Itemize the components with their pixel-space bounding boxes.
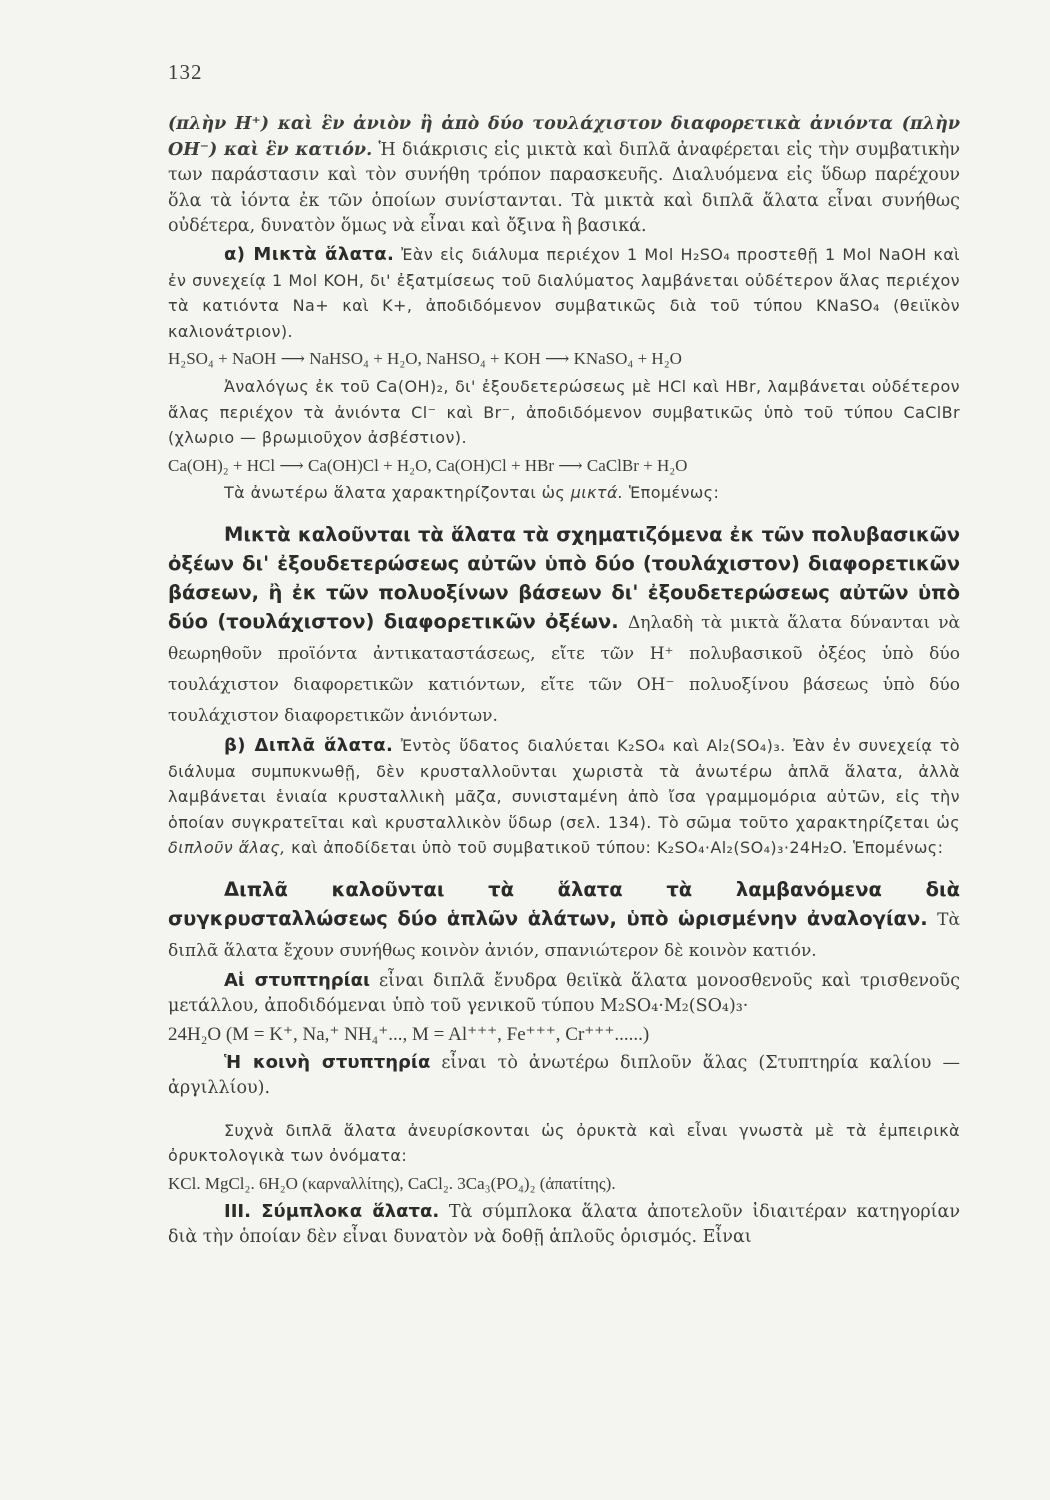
therefore-text-a: Τὰ ἀνωτέρω ἅλατα χαρακτηρίζονται ὡς: [224, 483, 566, 503]
double-salts-text-2: καὶ ἀποδίδεται ὑπὸ τοῦ συμβατικοῦ τύπου: K₂SO₄·Al₂(SO₄)₃·24H₂O. Ἑπομένως:: [291, 838, 944, 858]
definition-mixed-bold: Μικτὰ καλοῦνται τὰ ἅλατα τὰ σχηματιζόμενα ἐκ τῶν πολυβασικῶν ὀξέων δι' ἐξουδετερώσεως αὐτῶν ὑπὸ δύο (τουλάχιστον) διαφορετικῶν βάσεων, ἢ ἐκ τῶν πολυοξίνων βάσεων δι' ἐξουδετερώσεως αὐτῶν ὑπὸ δύο (τουλάχιστον) διαφορετικῶν ὀξέων.: [168, 522, 960, 633]
alums-heading: Αἱ στυπτηρίαι: [224, 969, 371, 991]
section-heading-complex-salts: III. Σύμπλοκα ἅλατα.: [224, 1200, 440, 1222]
page-number: 132: [168, 60, 203, 84]
spacer: [168, 1104, 960, 1118]
minerals-text: Συχνὰ διπλᾶ ἅλατα ἀνευρίσκονται ὡς ὀρυκτὰ καὶ εἶναι γνωστὰ μὲ τὰ ἐμπειρικὰ ὀρυκτολογικὰ των ὀνόματα:: [168, 1120, 960, 1166]
minerals-list: KCl. MgCl₂. 6H₂O (καρναλλίτης), CaCl₂. 3Ca₃(PO₄)₂ (ἀπατίτης).: [168, 1174, 616, 1194]
therefore-text-b: Ἑπομένως:: [628, 483, 720, 503]
paragraph-alums: [168, 968, 960, 1020]
complex-salts-text: Τὰ σύμπλοκα ἅλατα ἀποτελοῦν ἰδιαιτέραν κατηγορίαν διὰ τὴν ὁποίαν δὲν εἶναι δυνατὸν νὰ δοθῇ ἁπλοῦς ὁρισμός. Εἶναι: [168, 1201, 960, 1248]
paragraph-minerals: [168, 1118, 960, 1169]
paragraph-double-salts: [168, 733, 960, 861]
paragraph-common-alum: [168, 1050, 960, 1102]
double-salts-italic: διπλοῦν ἅλας,: [168, 838, 286, 858]
definition-double-tail: Τὰ διπλᾶ ἅλατα ἔχουν συνήθως κοινὸν ἀνιόν, σπανιώτερον δὲ κοινὸν κατιόν.: [168, 909, 960, 961]
paragraph-intro: [168, 112, 960, 240]
section-heading-mixed-salts: α) Μικτὰ ἅλατα.: [224, 243, 395, 265]
intro-lead: (πλὴν H⁺) καὶ ἓν ἀνιὸν ἢ ἀπὸ δύο τουλάχιστον διαφορετικὰ ἀνιόντα (πλὴν OH⁻) καὶ ἓν κατιόν.: [168, 114, 960, 160]
analogous-text: Ἀναλόγως ἐκ τοῦ Ca(OH)₂, δι' ἐξουδετερώσεως μὲ HCl καὶ HBr, λαμβάνεται οὐδέτερον ἅλας περιέχον τὰ ἀνιόντα Cl⁻ καὶ Br⁻, ἀποδιδόμενον συμβατικῶς ὑπὸ τοῦ τύπου CaClBr (χλωριο — βρωμιοῦχον ἀσβέστιον).: [168, 376, 960, 448]
definition-mixed-salts: [168, 520, 960, 731]
alums-text: εἶναι διπλᾶ ἔνυδρα θειϊκὰ ἅλατα μονοσθενοῦς καὶ τρισθενοῦς μετάλλου, ἀποδιδόμεναι ὑπὸ τοῦ γενικοῦ τύπου M₂SO₄·M₂(SO₄)₃·: [168, 970, 960, 1017]
definition-mixed-tail: Δηλαδὴ τὰ μικτὰ ἅλατα δύνανται νὰ θεωρηθοῦν προϊόντα ἀντικαταστάσεως, εἴτε τῶν H⁺ πολυβασικοῦ ὀξέος ὑπὸ δύο τουλάχιστον διαφορετικῶν κατιόντων, εἴτε τῶν OH⁻ πολυοξίνου βάσεως ὑπὸ δύο τουλάχιστον διαφορετικῶν ἀνιόντων.: [168, 612, 961, 726]
paragraph-analogous: [168, 374, 960, 451]
double-salts-text: Ἐντὸς ὕδατος διαλύεται K₂SO₄ καὶ Al₂(SO₄)₃. Ἐὰν ἐν συνεχείᾳ τὸ διάλυμα συμπυκνωθῇ, δὲν κρυσταλλοῦνται χωριστὰ τὰ ἀνωτέρω ἁπλᾶ ἅλατα, ἀλλὰ λαμβάνεται ἑνιαία κρυσταλλικὴ μᾶζα, συνισταμένη ἀπὸ ἴσα γραμμομόρια αὐτῶν, εἰς τὴν ὁποίαν συγκρατεῖται καὶ κρυσταλλικὸν ὕδωρ (σελ. 134). Τὸ σῶμα τοῦτο χαρακτηρίζεται ὡς: [168, 735, 960, 832]
definition-double-bold: Διπλᾶ καλοῦνται τὰ ἅλατα τὰ λαμβανόμενα διὰ συγκρυσταλλώσεως δύο ἁπλῶν ἁλάτων, ὑπὸ ὡρισμένην ἀναλογίαν.: [168, 877, 960, 930]
common-alum-heading: Ἡ κοινὴ στυπτηρία: [224, 1051, 431, 1073]
therefore-italic: μικτά.: [570, 483, 624, 503]
mixed-salts-text: Ἐὰν εἰς διάλυμα περιέχον 1 Mol H₂SO₄ προστεθῇ 1 Mol NaOH καὶ ἐν συνεχείᾳ 1 Mol KOH, δι' ἐξατμίσεως τοῦ διαλύματος λαμβάνεται οὐδέτερον ἅλας περιέχον τὰ κατιόντα Na+ καὶ K+, ἀποδιδόμενον συμβατικῶς διὰ τοῦ τύπου KNaSO₄ (θειϊκὸν καλιονάτριον).: [168, 244, 960, 341]
equation-1: H₂SO₄ + NaOH ⟶ NaHSO₄ + H₂O, NaHSO₄ + KOH ⟶ KNaSO₄ + H₂O: [168, 349, 682, 369]
common-alum-text: εἶναι τὸ ἀνωτέρω διπλοῦν ἅλας (Στυπτηρία καλίου — ἀργιλλίου).: [168, 1052, 960, 1099]
alums-formula: 24H₂O (M = K⁺, Na,⁺ NH₄⁺..., M = Al⁺⁺⁺, Fe⁺⁺⁺, Cr⁺⁺⁺......): [168, 1024, 650, 1046]
definition-double-salts: [168, 875, 960, 966]
paragraph-mixed-salts: [168, 242, 960, 344]
page-body: [168, 112, 960, 1253]
paragraph-therefore-mixed: [168, 480, 960, 506]
intro-text: Ἡ διάκρισις εἰς μικτὰ καὶ διπλᾶ ἀναφέρεται εἰς τὴν συμβατικὴν των παράστασιν καὶ τὸν συνήθη τρόπον παρασκευῆς. Διαλυόμενα εἰς ὕδωρ παρέχουν ὅλα τὰ ἰόντα ἐκ τῶν ὁποίων συνίστανται. Τὰ μικτὰ καὶ διπλᾶ ἅλατα εἶναι συνήθως οὐδέτερα, δυνατὸν ὅμως νὰ εἶναι καὶ ὄξινα ἢ βασικά.: [168, 139, 960, 237]
section-heading-double-salts: β) Διπλᾶ ἅλατα.: [224, 734, 394, 756]
paragraph-complex-salts: [168, 1199, 960, 1251]
equation-2: Ca(OH)₂ + HCl ⟶ Ca(OH)Cl + H₂O, Ca(OH)Cl + HBr ⟶ CaClBr + H₂O: [168, 455, 688, 475]
